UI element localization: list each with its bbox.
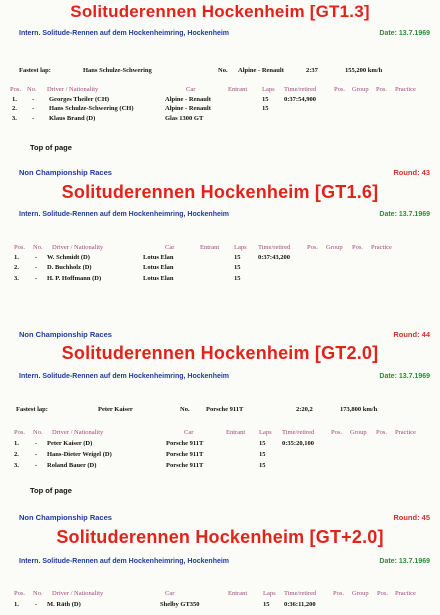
fastest-lap-label: Fastest lap: bbox=[19, 67, 51, 74]
fastest-lap-driver: Hans Schulze-Schwering bbox=[83, 67, 152, 74]
fastest-lap-time: 2:37 bbox=[306, 67, 318, 74]
row-no: - bbox=[35, 601, 38, 608]
race-title: Solituderennen Hockenheim [GT+2.0] bbox=[56, 527, 384, 547]
race-date: Date: 13.7.1969 bbox=[379, 211, 430, 218]
fastest-lap-no-label: No. bbox=[180, 406, 190, 413]
col-practice: Practice bbox=[395, 590, 416, 597]
col-group: Group bbox=[326, 244, 343, 251]
race-date: Date: 13.7.1969 bbox=[379, 558, 430, 565]
col-pos-2: Pos. bbox=[331, 429, 343, 436]
round-label: Round: 45 bbox=[393, 513, 430, 522]
row-driver: W. Schmidt (D) bbox=[47, 254, 90, 261]
row-driver: Hans-Dieter Weigel (D) bbox=[47, 451, 112, 458]
col-group: Group bbox=[352, 590, 369, 597]
col-car: Car bbox=[186, 86, 196, 93]
col-pos: Pos. bbox=[14, 244, 26, 251]
col-car: Car bbox=[165, 590, 175, 597]
row-laps: 15 bbox=[262, 96, 269, 103]
row-no: - bbox=[35, 462, 38, 469]
row-laps: 15 bbox=[259, 451, 266, 458]
row-pos: 1. bbox=[14, 601, 19, 608]
col-time: Time/retired bbox=[284, 590, 317, 597]
col-entrant: Entrant bbox=[228, 86, 248, 93]
col-pos-3: Pos. bbox=[376, 86, 388, 93]
col-pos-3: Pos. bbox=[377, 590, 389, 597]
row-no: - bbox=[35, 254, 38, 261]
col-practice: Practice bbox=[371, 244, 392, 251]
race-date: Date: 13.7.1969 bbox=[379, 373, 430, 380]
row-driver: D. Buchholz (D) bbox=[47, 264, 92, 271]
col-pos-2: Pos. bbox=[334, 86, 346, 93]
fastest-lap-car: Porsche 911T bbox=[206, 406, 244, 413]
row-laps: 15 bbox=[234, 264, 241, 271]
col-group: Group bbox=[350, 429, 367, 436]
row-no: - bbox=[35, 440, 38, 447]
round-label: Round: 43 bbox=[393, 168, 430, 177]
col-pos-2: Pos. bbox=[307, 244, 319, 251]
fastest-lap-label: Fastest lap: bbox=[16, 406, 48, 413]
col-driver: Driver / Nationality bbox=[52, 244, 104, 251]
col-entrant: Entrant bbox=[200, 244, 220, 251]
fastest-lap-speed: 173,800 km/h bbox=[340, 406, 378, 413]
row-driver: H. P. Hoffmann (D) bbox=[47, 275, 102, 282]
col-laps: Laps bbox=[262, 86, 275, 93]
row-no: - bbox=[32, 105, 35, 112]
fastest-lap-time: 2:20,2 bbox=[296, 406, 313, 413]
row-car: Glas 1300 GT bbox=[165, 115, 204, 122]
col-pos: Pos. bbox=[14, 590, 26, 597]
row-car: Lotus Elan bbox=[143, 264, 174, 271]
col-pos-3: Pos. bbox=[376, 429, 388, 436]
col-time: Time/retired bbox=[284, 86, 317, 93]
race-title: Solituderennen Hockenheim [GT1.6] bbox=[61, 182, 379, 202]
row-car: Lotus Elan bbox=[143, 275, 174, 282]
row-driver: Georges Theiler (CH) bbox=[49, 96, 110, 103]
race-title: Solituderennen Hockenheim [GT2.0] bbox=[61, 343, 379, 363]
col-laps: Laps bbox=[259, 429, 272, 436]
col-entrant: Entrant bbox=[226, 429, 246, 436]
fastest-lap-car: Alpine - Renault bbox=[238, 67, 284, 74]
row-no: - bbox=[35, 451, 38, 458]
row-car: Porsche 911T bbox=[166, 462, 204, 469]
col-group: Group bbox=[352, 86, 369, 93]
col-pos: Pos. bbox=[14, 429, 26, 436]
col-practice: Practice bbox=[395, 86, 416, 93]
top-of-page-link[interactable]: Top of page bbox=[30, 486, 72, 495]
col-car: Car bbox=[184, 429, 194, 436]
row-pos: 2. bbox=[12, 105, 17, 112]
row-laps: 15 bbox=[234, 254, 241, 261]
row-driver: Hans Schulze-Schwering (CH) bbox=[49, 105, 134, 112]
race-subtitle: Intern. Solitude-Rennen auf dem Hockenheimring, Hockenheim bbox=[19, 373, 230, 380]
row-car: Porsche 911T bbox=[166, 440, 204, 447]
col-pos: Pos. bbox=[10, 86, 22, 93]
row-car: Porsche 911T bbox=[166, 451, 204, 458]
non-championship-label: Non Championship Races bbox=[19, 330, 112, 339]
row-driver: M. Räth (D) bbox=[47, 601, 81, 608]
race-date: Date: 13.7.1969 bbox=[379, 30, 430, 37]
row-no: - bbox=[35, 275, 38, 282]
row-no: - bbox=[32, 96, 35, 103]
row-pos: 2. bbox=[14, 451, 19, 458]
col-practice: Practice bbox=[395, 429, 416, 436]
col-time: Time/retired bbox=[258, 244, 291, 251]
col-driver: Driver / Nationality bbox=[52, 590, 104, 597]
round-label: Round: 44 bbox=[393, 330, 430, 339]
top-of-page-link[interactable]: Top of page bbox=[30, 143, 72, 152]
race-subtitle: Intern. Solitude-Rennen auf dem Hockenheimring, Hockenheim bbox=[19, 558, 230, 565]
row-time: 0:37:54,900 bbox=[284, 96, 316, 103]
row-laps: 15 bbox=[262, 105, 269, 112]
row-laps: 15 bbox=[263, 601, 270, 608]
non-championship-label: Non Championship Races bbox=[19, 513, 112, 522]
col-time: Time/retired bbox=[282, 429, 315, 436]
row-laps: 15 bbox=[259, 462, 266, 469]
row-time: 0:36:11,200 bbox=[284, 601, 316, 608]
col-pos-2: Pos. bbox=[333, 590, 345, 597]
row-time: 0:35:20,100 bbox=[282, 440, 314, 447]
col-no: No. bbox=[33, 429, 43, 436]
row-car: Alpine - Renault bbox=[165, 105, 211, 112]
row-pos: 1. bbox=[12, 96, 17, 103]
row-driver: Peter Kaiser (D) bbox=[47, 440, 93, 447]
race-subtitle: Intern. Solitude-Rennen auf dem Hockenheimring, Hockenheim bbox=[19, 211, 230, 218]
fastest-lap-no-label: No. bbox=[218, 67, 228, 74]
row-car: Alpine - Renault bbox=[165, 96, 211, 103]
fastest-lap-driver: Peter Kaiser bbox=[98, 406, 133, 413]
non-championship-label: Non Championship Races bbox=[19, 168, 112, 177]
row-pos: 1. bbox=[14, 254, 19, 261]
race-title: Solituderennen Hockenheim [GT1.3] bbox=[70, 2, 370, 21]
row-driver: Roland Bauer (D) bbox=[47, 462, 97, 469]
row-laps: 15 bbox=[259, 440, 266, 447]
col-no: No. bbox=[27, 86, 37, 93]
row-time: 0:37:43,200 bbox=[258, 254, 290, 261]
col-laps: Laps bbox=[263, 590, 276, 597]
row-pos: 3. bbox=[14, 462, 19, 469]
col-no: No. bbox=[33, 590, 43, 597]
col-driver: Driver / Nationality bbox=[52, 429, 104, 436]
col-driver: Driver / Nationality bbox=[47, 86, 99, 93]
col-laps: Laps bbox=[234, 244, 247, 251]
col-no: No. bbox=[33, 244, 43, 251]
col-entrant: Entrant bbox=[228, 590, 248, 597]
row-no: - bbox=[32, 115, 35, 122]
col-car: Car bbox=[165, 244, 175, 251]
row-pos: 2. bbox=[14, 264, 19, 271]
row-pos: 3. bbox=[12, 115, 17, 122]
row-laps: 15 bbox=[234, 275, 241, 282]
row-pos: 1. bbox=[14, 440, 19, 447]
row-driver: Klaus Brand (D) bbox=[49, 115, 96, 122]
fastest-lap-speed: 155,200 km/h bbox=[345, 67, 383, 74]
row-no: - bbox=[35, 264, 38, 271]
row-car: Shelby GT350 bbox=[160, 601, 200, 608]
row-car: Lotus Elan bbox=[143, 254, 174, 261]
row-pos: 3. bbox=[14, 275, 19, 282]
col-pos-3: Pos. bbox=[352, 244, 364, 251]
race-subtitle: Intern. Solitude-Rennen auf dem Hockenheimring, Hockenheim bbox=[19, 30, 230, 37]
